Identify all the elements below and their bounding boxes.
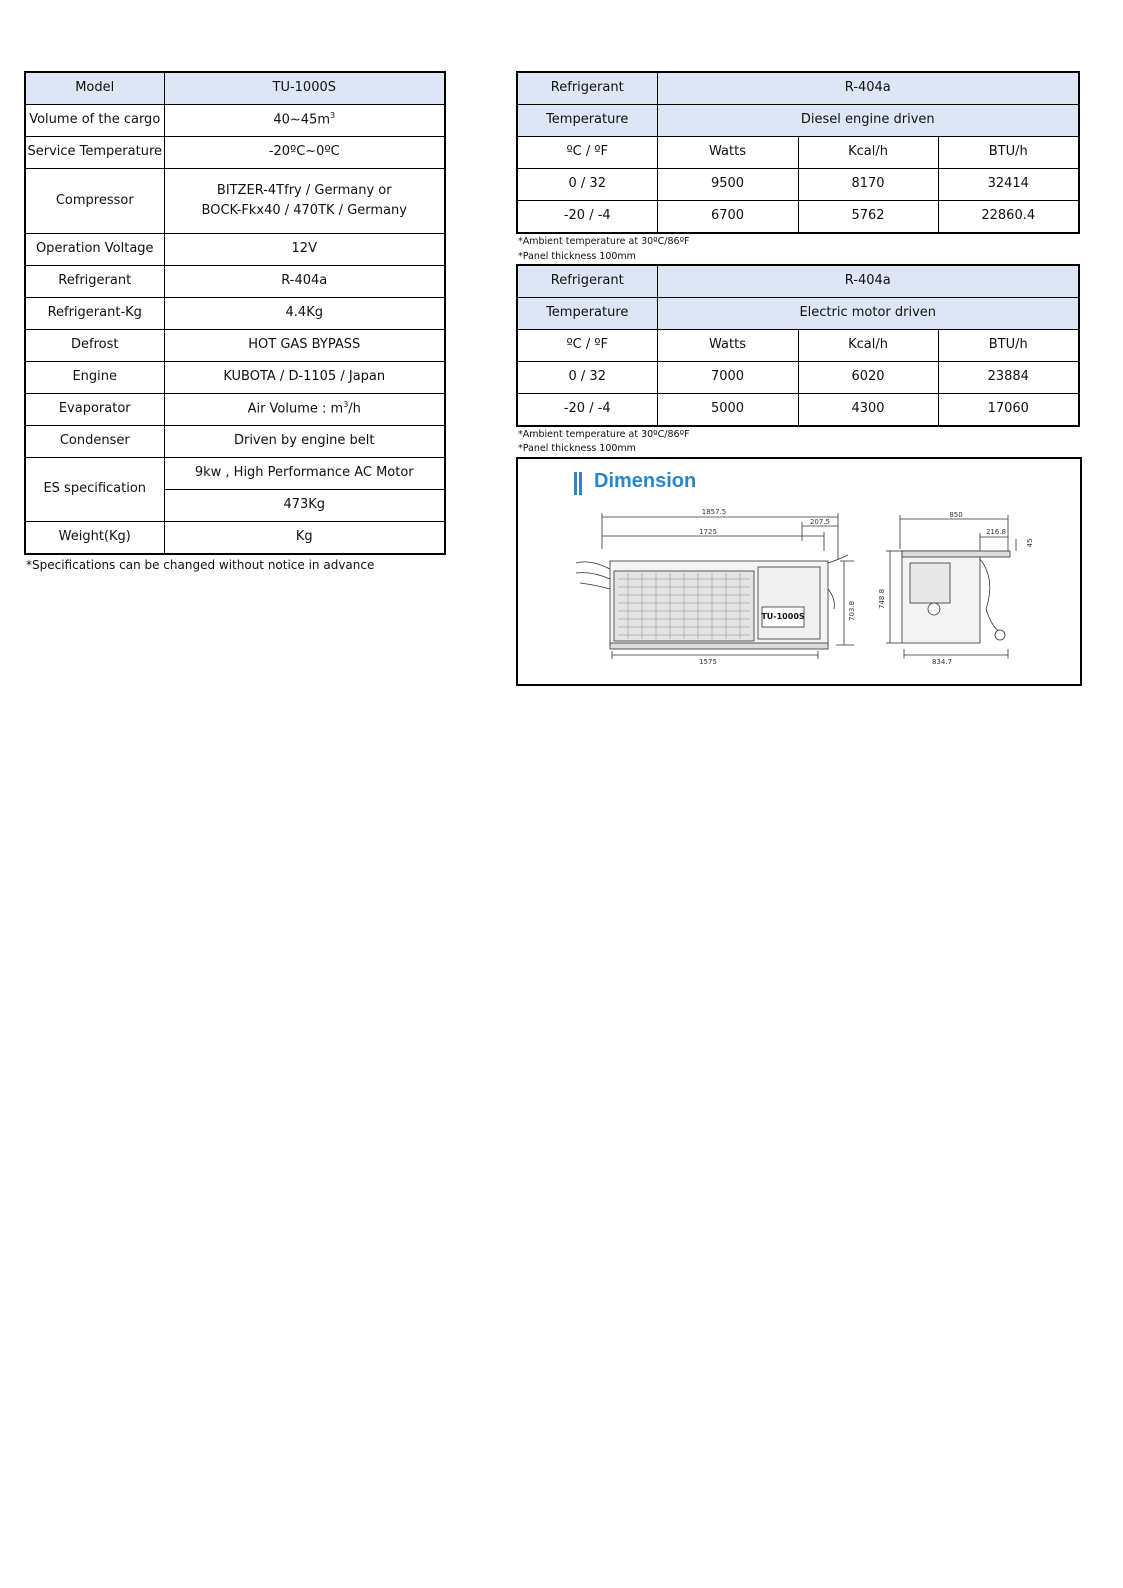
drive-type: Diesel engine driven (657, 105, 1079, 137)
cell: 9500 (657, 169, 798, 201)
weight-value: Kg (164, 522, 445, 555)
condenser-label: Condenser (25, 426, 164, 458)
table-row (517, 298, 1079, 330)
condenser-value: Driven by engine belt (164, 426, 445, 458)
evaporator-sup: 3 (343, 400, 349, 410)
table-header-row (517, 330, 1079, 362)
engine-label: Engine (25, 362, 164, 394)
es-spec-label: ES specification (25, 458, 164, 522)
defrost-label: Defrost (25, 330, 164, 362)
table-row (25, 330, 445, 362)
header-watts: Watts (657, 330, 798, 362)
es-spec-value-1: 9kw , High Performance AC Motor (164, 458, 445, 490)
table-row (25, 362, 445, 394)
header-temp: ºC / ºF (517, 137, 657, 169)
evaporator-value-cell (164, 394, 445, 426)
volume-label: Volume of the cargo (25, 105, 164, 137)
table-row (25, 169, 445, 234)
cell: 32414 (938, 169, 1079, 201)
header-btu: BTU/h (938, 330, 1079, 362)
unit-name-label: TU-1000S (761, 612, 805, 621)
dimension-drawing (518, 459, 1080, 684)
refrigerant-label: Refrigerant (25, 266, 164, 298)
table-header-row (517, 137, 1079, 169)
side-top-dim-label: 850 (949, 511, 963, 519)
cell: 0 / 32 (517, 169, 657, 201)
volume-value-cell (164, 105, 445, 137)
electric-capacity-table (516, 264, 1080, 427)
diesel-capacity-table (516, 71, 1080, 234)
cell: 22860.4 (938, 201, 1079, 234)
height-dim-label: 703.8 (848, 600, 856, 622)
table-row (25, 458, 445, 490)
temperature-label: Temperature (517, 298, 657, 330)
refrigerant-value: R-404a (657, 72, 1079, 105)
side-bracket (980, 559, 1004, 635)
table-row (517, 105, 1079, 137)
table-row (517, 169, 1079, 201)
header-kcal: Kcal/h (798, 330, 938, 362)
diesel-note-ambient: *Ambient temperature at 30ºC/86ºF (518, 236, 690, 247)
dimension-title: Dimension (594, 470, 697, 492)
cell: -20 / -4 (517, 394, 657, 427)
refrigerant-value: R-404a (657, 265, 1079, 298)
specification-table (24, 71, 446, 555)
voltage-value: 12V (164, 234, 445, 266)
cell: 5000 (657, 394, 798, 427)
compressor-value-line1: BITZER-4Tfry / Germany or (216, 182, 392, 198)
engine-panel (758, 567, 820, 639)
refrigerant-kg-value: 4.4Kg (164, 298, 445, 330)
table-row (517, 72, 1079, 105)
spec-footnote: *Specifications can be changed without notice in advance (26, 558, 375, 572)
cell: 7000 (657, 362, 798, 394)
table-row (25, 426, 445, 458)
cell: -20 / -4 (517, 201, 657, 234)
header-watts: Watts (657, 137, 798, 169)
cell: 23884 (938, 362, 1079, 394)
defrost-value: HOT GAS BYPASS (164, 330, 445, 362)
side-view (886, 515, 1016, 659)
cell: 6700 (657, 201, 798, 234)
refrigerant-value: R-404a (164, 266, 445, 298)
table-row (517, 362, 1079, 394)
compressor-value-line2: BOCK-Fkx40 / 470TK / Germany (201, 203, 407, 218)
table-row (25, 298, 445, 330)
compressor-label: Compressor (25, 169, 164, 234)
table-row (25, 266, 445, 298)
table-row (25, 522, 445, 555)
side-height-dim-label: 748.8 (878, 588, 886, 610)
volume-sup: 3 (330, 111, 336, 121)
evaporator-value-post: /h (348, 401, 361, 417)
header-btu: BTU/h (938, 137, 1079, 169)
side-small-dim-label: 45 (1026, 538, 1034, 548)
weight-label: Weight(Kg) (25, 522, 164, 555)
side-offset-dim-label: 216.8 (985, 528, 1007, 536)
refrigerant-label: Refrigerant (517, 265, 657, 298)
table-row (25, 137, 445, 169)
volume-value: 40~45m (273, 112, 331, 128)
table-row (517, 265, 1079, 298)
electric-note-panel: *Panel thickness 100mm (518, 443, 636, 454)
left-pipe (576, 562, 610, 569)
refrigerant-label: Refrigerant (517, 72, 657, 105)
table-row (25, 234, 445, 266)
dimension-panel (516, 457, 1082, 686)
table-row (517, 201, 1079, 234)
body-dim-label: 1725 (699, 528, 717, 536)
voltage-label: Operation Voltage (25, 234, 164, 266)
es-spec-value-2: 473Kg (164, 490, 445, 522)
drive-type: Electric motor driven (657, 298, 1079, 330)
table-row (25, 394, 445, 426)
evaporator-label: Evaporator (25, 394, 164, 426)
refrigerant-kg-label: Refrigerant-Kg (25, 298, 164, 330)
cell: 0 / 32 (517, 362, 657, 394)
overall-dim-label: 1857.5 (701, 508, 727, 516)
header-temp: ºC / ºF (517, 330, 657, 362)
compressor-value-cell (164, 169, 445, 234)
electric-note-ambient: *Ambient temperature at 30ºC/86ºF (518, 429, 690, 440)
cell: 8170 (798, 169, 938, 201)
header-kcal: Kcal/h (798, 137, 938, 169)
base-dim-label: 1575 (699, 658, 717, 666)
cell: 4300 (798, 394, 938, 427)
model-label: Model (25, 72, 164, 105)
service-temp-value: -20ºC~0ºC (164, 137, 445, 169)
service-temp-label: Service Temperature (25, 137, 164, 169)
engine-value: KUBOTA / D-1105 / Japan (164, 362, 445, 394)
diesel-note-panel: *Panel thickness 100mm (518, 251, 636, 262)
table-row (517, 394, 1079, 427)
table-row (25, 72, 445, 105)
cell: 6020 (798, 362, 938, 394)
table-row (25, 105, 445, 137)
evaporator-value-pre: Air Volume : m (247, 401, 344, 417)
model-value: TU-1000S (164, 72, 445, 105)
cell: 17060 (938, 394, 1079, 427)
offset-dim-label: 207.5 (809, 518, 831, 526)
side-base-dim-label: 834.7 (931, 658, 953, 666)
cell: 5762 (798, 201, 938, 234)
temperature-label: Temperature (517, 105, 657, 137)
